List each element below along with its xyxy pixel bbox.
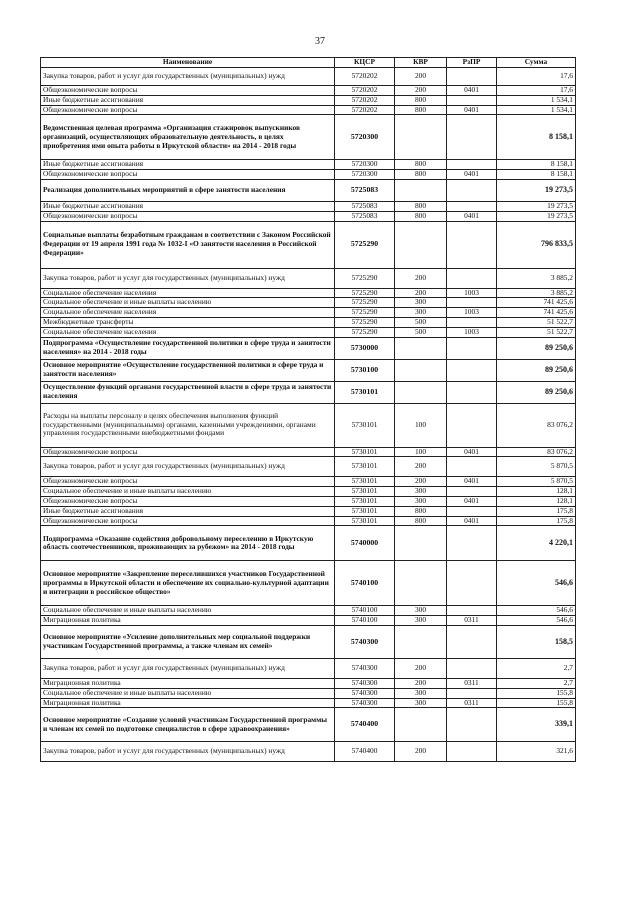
- cell-name: Основное мероприятие «Создание условий участникам Государственной программы и членам их семей по подготовке специалистов в сфере здравоохранения»: [41, 708, 335, 742]
- cell-sum: 8 158,1: [497, 160, 576, 170]
- cell-kcsr: 5730000: [335, 337, 395, 359]
- cell-kcsr: 5730100: [335, 359, 395, 381]
- cell-kvr: 200: [395, 742, 447, 762]
- cell-kcsr: 5740300: [335, 688, 395, 698]
- cell-rzpr: 1003: [447, 308, 497, 318]
- cell-name: Социальное обеспечение населения: [41, 288, 335, 298]
- cell-name: Социальное обеспечение и иные выплаты населению: [41, 487, 335, 497]
- table-row: [41, 688, 576, 698]
- table-row: [41, 616, 576, 626]
- cell-kcsr: 5730101: [335, 447, 395, 457]
- cell-kvr: 200: [395, 86, 447, 96]
- cell-rzpr: 0311: [447, 698, 497, 708]
- cell-kcsr: 5720202: [335, 95, 395, 105]
- cell-sum: 158,5: [497, 625, 576, 658]
- table-row: [41, 327, 576, 337]
- cell-sum: 796 833,5: [497, 221, 576, 268]
- cell-kcsr: 5740400: [335, 708, 395, 742]
- cell-kvr: 300: [395, 496, 447, 506]
- cell-name: Миграционная политика: [41, 698, 335, 708]
- table-row: [41, 68, 576, 86]
- cell-name: Ведомственная целевая программа «Организация стажировок выпускников организаций, осуществляющих образовательную деятельность, в целях приобретения ими опыта работы в Иркутской области» на 2014 - 2018 годы: [41, 115, 335, 160]
- cell-kcsr: 5730101: [335, 477, 395, 487]
- cell-rzpr: [447, 298, 497, 308]
- cell-name: Общеэкономические вопросы: [41, 105, 335, 115]
- cell-kvr: 200: [395, 457, 447, 477]
- cell-kcsr: 5725290: [335, 268, 395, 288]
- table-row: [41, 658, 576, 678]
- table-row: [41, 698, 576, 708]
- cell-rzpr: 0401: [447, 105, 497, 115]
- cell-kvr: [395, 359, 447, 381]
- cell-kcsr: 5730101: [335, 487, 395, 497]
- cell-sum: 2,7: [497, 658, 576, 678]
- table-row: [41, 403, 576, 447]
- cell-name: Социальное обеспечение населения: [41, 308, 335, 318]
- cell-rzpr: [447, 606, 497, 616]
- cell-rzpr: [447, 268, 497, 288]
- cell-kcsr: 5730101: [335, 381, 395, 403]
- cell-kvr: 800: [395, 506, 447, 516]
- table-row: [41, 288, 576, 298]
- cell-rzpr: [447, 201, 497, 211]
- cell-name: Общеэкономические вопросы: [41, 477, 335, 487]
- cell-sum: 741 425,6: [497, 298, 576, 308]
- cell-kvr: 300: [395, 308, 447, 318]
- cell-kcsr: 5730101: [335, 403, 395, 447]
- table-row: [41, 457, 576, 477]
- cell-kcsr: 5725083: [335, 211, 395, 221]
- cell-sum: 546,6: [497, 606, 576, 616]
- table-row: [41, 606, 576, 616]
- cell-sum: 8 158,1: [497, 170, 576, 180]
- cell-kcsr: 5730101: [335, 496, 395, 506]
- cell-kvr: 100: [395, 403, 447, 447]
- cell-kvr: 800: [395, 211, 447, 221]
- cell-name: Социальное обеспечение и иные выплаты населению: [41, 298, 335, 308]
- cell-kcsr: 5725083: [335, 179, 395, 201]
- cell-kcsr: 5740300: [335, 625, 395, 658]
- cell-kvr: 800: [395, 201, 447, 211]
- cell-name: Подпрограмма «Осуществление государственной политики в сфере труда и занятости населения» на 2014 - 2018 годы: [41, 337, 335, 359]
- table-row: [41, 95, 576, 105]
- cell-name: Социальное обеспечение и иные выплаты населению: [41, 688, 335, 698]
- cell-sum: 8 158,1: [497, 115, 576, 160]
- cell-rzpr: [447, 381, 497, 403]
- cell-kcsr: 5740300: [335, 698, 395, 708]
- cell-kvr: [395, 179, 447, 201]
- cell-name: Социальные выплаты безработным гражданам в соответствии с Законом Российской Федерации от 19 апреля 1991 года № 1032-I «О занятости населения в Российской Федерации»: [41, 221, 335, 268]
- cell-sum: 83 076,2: [497, 447, 576, 457]
- cell-name: Основное мероприятие «Усиление дополнительных мер социальной поддержки участникам Государственной программы, а также членам их семей»: [41, 625, 335, 658]
- cell-rzpr: 0401: [447, 496, 497, 506]
- cell-kvr: 300: [395, 698, 447, 708]
- cell-rzpr: [447, 742, 497, 762]
- cell-kcsr: 5725290: [335, 317, 395, 327]
- header-kcsr: КЦСР: [335, 58, 395, 68]
- cell-sum: 51 522,7: [497, 327, 576, 337]
- cell-name: Основное мероприятие «Осуществление государственной политики в сфере труда и занятости населения»: [41, 359, 335, 381]
- cell-kcsr: 5725290: [335, 298, 395, 308]
- cell-name: Основное мероприятие «Закрепление переселившихся участников Государственной программы в Иркутской области и обеспечение их социально-культурной адаптации и интеграции в российское общество»: [41, 561, 335, 606]
- cell-rzpr: 0401: [447, 211, 497, 221]
- cell-rzpr: [447, 221, 497, 268]
- cell-kvr: 300: [395, 487, 447, 497]
- cell-name: Осуществление функций органами государственной власти в сфере труда и занятости населения: [41, 381, 335, 403]
- table-header-row: [41, 58, 576, 68]
- header-kvr: КВР: [395, 58, 447, 68]
- cell-kvr: 200: [395, 658, 447, 678]
- budget-table: [40, 57, 576, 762]
- cell-rzpr: 0401: [447, 477, 497, 487]
- cell-name: Социальное обеспечение населения: [41, 327, 335, 337]
- cell-kcsr: 5740300: [335, 678, 395, 688]
- cell-rzpr: [447, 457, 497, 477]
- table-row: [41, 308, 576, 318]
- cell-kcsr: 5720300: [335, 160, 395, 170]
- cell-name: Общеэкономические вопросы: [41, 170, 335, 180]
- cell-rzpr: [447, 359, 497, 381]
- table-row: [41, 487, 576, 497]
- cell-sum: 339,1: [497, 708, 576, 742]
- table-row: [41, 506, 576, 516]
- cell-kvr: 100: [395, 447, 447, 457]
- cell-sum: 51 522,7: [497, 317, 576, 327]
- table-row: [41, 160, 576, 170]
- cell-sum: 321,6: [497, 742, 576, 762]
- cell-kcsr: 5720202: [335, 105, 395, 115]
- cell-kvr: 300: [395, 616, 447, 626]
- cell-kvr: 800: [395, 95, 447, 105]
- cell-rzpr: [447, 658, 497, 678]
- cell-sum: 19 273,5: [497, 179, 576, 201]
- table-row: [41, 625, 576, 658]
- cell-rzpr: 1003: [447, 327, 497, 337]
- cell-name: Реализация дополнительных мероприятий в сфере занятости населения: [41, 179, 335, 201]
- table-row: [41, 170, 576, 180]
- cell-kvr: 300: [395, 688, 447, 698]
- cell-sum: 5 870,5: [497, 477, 576, 487]
- cell-rzpr: [447, 561, 497, 606]
- table-row: [41, 496, 576, 506]
- cell-sum: 3 885,2: [497, 288, 576, 298]
- cell-kvr: 200: [395, 678, 447, 688]
- cell-kvr: 500: [395, 327, 447, 337]
- cell-name: Общеэкономические вопросы: [41, 496, 335, 506]
- table-row: [41, 337, 576, 359]
- cell-sum: 175,8: [497, 506, 576, 516]
- table-row: [41, 447, 576, 457]
- cell-sum: 89 250,6: [497, 381, 576, 403]
- cell-rzpr: [447, 68, 497, 86]
- cell-kcsr: 5725083: [335, 201, 395, 211]
- cell-rzpr: [447, 708, 497, 742]
- cell-kvr: 200: [395, 288, 447, 298]
- cell-name: Закупка товаров, работ и услуг для государственных (муниципальных) нужд: [41, 457, 335, 477]
- cell-sum: 5 870,5: [497, 457, 576, 477]
- cell-sum: 1 534,1: [497, 105, 576, 115]
- cell-sum: 17,6: [497, 68, 576, 86]
- table-row: [41, 708, 576, 742]
- cell-kcsr: 5720202: [335, 68, 395, 86]
- cell-kvr: 800: [395, 516, 447, 526]
- cell-kvr: [395, 337, 447, 359]
- table-row: [41, 201, 576, 211]
- cell-kcsr: 5725290: [335, 308, 395, 318]
- cell-kcsr: 5740100: [335, 616, 395, 626]
- cell-rzpr: 1003: [447, 288, 497, 298]
- cell-kcsr: 5730101: [335, 457, 395, 477]
- cell-name: Закупка товаров, работ и услуг для государственных (муниципальных) нужд: [41, 742, 335, 762]
- cell-kcsr: 5720300: [335, 170, 395, 180]
- cell-name: Иные бюджетные ассигнования: [41, 95, 335, 105]
- cell-sum: 89 250,6: [497, 337, 576, 359]
- table-row: [41, 678, 576, 688]
- cell-kcsr: 5740100: [335, 606, 395, 616]
- cell-kvr: [395, 625, 447, 658]
- header-rzpr: РзПР: [447, 58, 497, 68]
- table-row: [41, 86, 576, 96]
- table-row: [41, 359, 576, 381]
- cell-kcsr: 5730101: [335, 516, 395, 526]
- cell-rzpr: [447, 487, 497, 497]
- cell-sum: 83 076,2: [497, 403, 576, 447]
- table-body: [41, 68, 576, 762]
- cell-rzpr: [447, 317, 497, 327]
- cell-kvr: 800: [395, 160, 447, 170]
- cell-sum: 19 273,5: [497, 211, 576, 221]
- cell-rzpr: 0311: [447, 616, 497, 626]
- cell-name: Миграционная политика: [41, 616, 335, 626]
- cell-name: Социальное обеспечение и иные выплаты населению: [41, 606, 335, 616]
- cell-rzpr: 0311: [447, 678, 497, 688]
- cell-rzpr: [447, 337, 497, 359]
- cell-sum: 17,6: [497, 86, 576, 96]
- cell-name: Межбюджетные трансферты: [41, 317, 335, 327]
- cell-rzpr: 0401: [447, 170, 497, 180]
- cell-sum: 155,8: [497, 698, 576, 708]
- cell-kvr: 300: [395, 298, 447, 308]
- cell-sum: 2,7: [497, 678, 576, 688]
- cell-rzpr: [447, 115, 497, 160]
- cell-rzpr: [447, 179, 497, 201]
- table-row: [41, 115, 576, 160]
- cell-rzpr: 0401: [447, 516, 497, 526]
- table-row: [41, 211, 576, 221]
- cell-kcsr: 5725290: [335, 221, 395, 268]
- table-row: [41, 105, 576, 115]
- cell-sum: 1 534,1: [497, 95, 576, 105]
- cell-name: Подпрограмма «Оказание содействия добровольному переселению в Иркутскую область соотечественников, проживающих за рубежом» на 2014 - 2018 годы: [41, 526, 335, 561]
- cell-rzpr: [447, 506, 497, 516]
- cell-kcsr: 5720202: [335, 86, 395, 96]
- cell-kvr: 800: [395, 170, 447, 180]
- cell-kcsr: 5720300: [335, 115, 395, 160]
- table-row: [41, 381, 576, 403]
- cell-sum: 128,1: [497, 496, 576, 506]
- cell-kvr: [395, 561, 447, 606]
- cell-rzpr: [447, 688, 497, 698]
- cell-kvr: 300: [395, 606, 447, 616]
- cell-rzpr: 0401: [447, 86, 497, 96]
- table-row: [41, 179, 576, 201]
- cell-sum: 546,6: [497, 561, 576, 606]
- cell-name: Иные бюджетные ассигнования: [41, 201, 335, 211]
- cell-kcsr: 5740300: [335, 658, 395, 678]
- table-row: [41, 317, 576, 327]
- table-row: [41, 516, 576, 526]
- cell-name: Миграционная политика: [41, 678, 335, 688]
- table-row: [41, 298, 576, 308]
- cell-name: Расходы на выплаты персоналу в целях обеспечения выполнения функций государственными (муниципальными) органами, казенными учреждениями, органами управления государственными внебюджетными фондами: [41, 403, 335, 447]
- cell-kcsr: 5740400: [335, 742, 395, 762]
- cell-sum: 4 220,1: [497, 526, 576, 561]
- cell-sum: 128,1: [497, 487, 576, 497]
- cell-sum: 19 273,5: [497, 201, 576, 211]
- cell-kvr: 200: [395, 477, 447, 487]
- cell-kvr: 500: [395, 317, 447, 327]
- header-sum: Сумма: [497, 58, 576, 68]
- cell-rzpr: [447, 160, 497, 170]
- cell-sum: 3 885,2: [497, 268, 576, 288]
- cell-kcsr: 5740000: [335, 526, 395, 561]
- cell-name: Закупка товаров, работ и услуг для государственных (муниципальных) нужд: [41, 268, 335, 288]
- cell-sum: 546,6: [497, 616, 576, 626]
- table-row: [41, 561, 576, 606]
- header-name: Наименование: [41, 58, 335, 68]
- cell-kcsr: 5730101: [335, 506, 395, 516]
- cell-kvr: 200: [395, 268, 447, 288]
- cell-sum: 741 425,6: [497, 308, 576, 318]
- cell-rzpr: [447, 403, 497, 447]
- cell-rzpr: 0401: [447, 447, 497, 457]
- cell-kvr: [395, 115, 447, 160]
- cell-sum: 175,8: [497, 516, 576, 526]
- cell-kcsr: 5725290: [335, 288, 395, 298]
- cell-kvr: [395, 221, 447, 268]
- cell-name: Общеэкономические вопросы: [41, 211, 335, 221]
- cell-name: Иные бюджетные ассигнования: [41, 160, 335, 170]
- cell-rzpr: [447, 95, 497, 105]
- cell-kvr: [395, 526, 447, 561]
- cell-kvr: [395, 381, 447, 403]
- cell-sum: 155,8: [497, 688, 576, 698]
- table-row: [41, 221, 576, 268]
- cell-rzpr: [447, 526, 497, 561]
- page-number: 37: [315, 36, 325, 47]
- cell-name: Закупка товаров, работ и услуг для государственных (муниципальных) нужд: [41, 658, 335, 678]
- cell-kvr: 200: [395, 68, 447, 86]
- cell-name: Общеэкономические вопросы: [41, 516, 335, 526]
- cell-kvr: [395, 708, 447, 742]
- cell-name: Иные бюджетные ассигнования: [41, 506, 335, 516]
- cell-rzpr: [447, 625, 497, 658]
- table-row: [41, 477, 576, 487]
- table-row: [41, 742, 576, 762]
- cell-sum: 89 250,6: [497, 359, 576, 381]
- table-row: [41, 526, 576, 561]
- cell-kcsr: 5725290: [335, 327, 395, 337]
- cell-kvr: 800: [395, 105, 447, 115]
- cell-name: Общеэкономические вопросы: [41, 86, 335, 96]
- cell-kcsr: 5740100: [335, 561, 395, 606]
- cell-name: Закупка товаров, работ и услуг для государственных (муниципальных) нужд: [41, 68, 335, 86]
- cell-name: Общеэкономические вопросы: [41, 447, 335, 457]
- table-row: [41, 268, 576, 288]
